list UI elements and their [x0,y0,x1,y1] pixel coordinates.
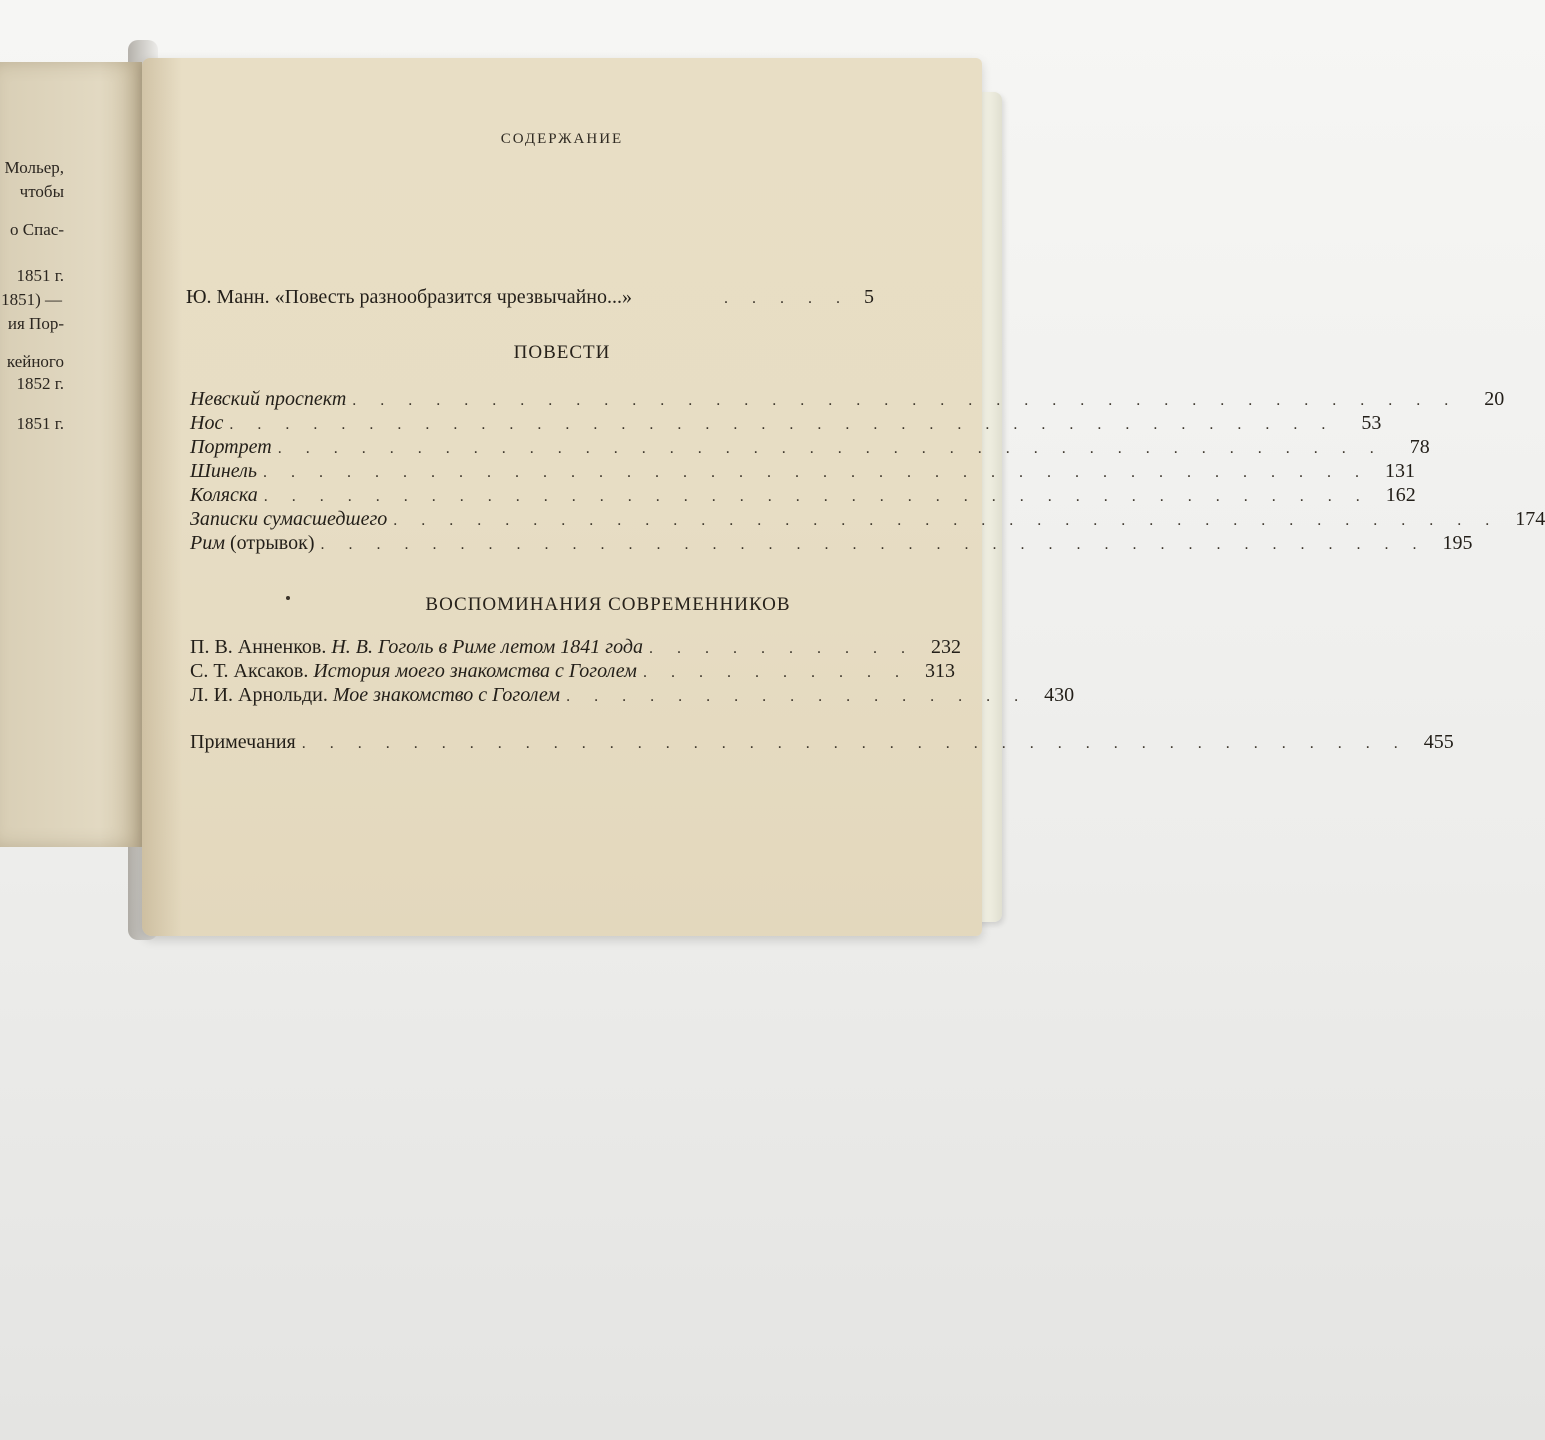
toc-entry [190,436,1430,460]
toc-entry-page: 5 [864,286,874,308]
contents-page [142,58,1545,936]
toc-entry-title: Портрет [190,436,272,458]
toc-entry-page: 78 [1409,436,1430,458]
toc-entry-title: Невский проспект [190,388,347,410]
toc-entry [190,684,1075,708]
leader-dots: . . . . . [724,290,850,307]
toc-entry-page: 162 [1385,484,1416,506]
toc-entry [190,508,1545,532]
toc-entry-title: Ю. Манн. «Повесть разнообразится чрезвычайно...» [186,286,633,308]
leader-dots: . . . . . . . . . . [648,640,915,657]
left-page-line: кейного [6,352,64,371]
left-page-line: 1852 г. [16,374,64,393]
leader-dots: . . . . . . . . . . . . . . . . . . . . . . . . . . . . . . . . . . . . . . . . [277,440,1384,457]
toc-entry [190,412,1382,436]
toc-entry [190,484,1416,508]
toc-entry [190,660,955,684]
left-page-line: Мольер, [4,158,64,177]
toc-entry-title: С. Т. Аксаков. История моего знакомства с Гоголем [190,660,637,682]
leader-dots: . . . . . . . . . . . . . . . . . . . . . . . . . . . . . . . . . . . . . . . . [263,488,1370,505]
leader-dots: . . . . . . . . . . . . . . . . . [566,688,1029,705]
leader-dots: . . . . . . . . . . [642,664,909,681]
toc-entry-title: Рим (отрывок) [190,532,315,554]
leader-dots: . . . . . . . . . . . . . . . . . . . . . . . . . . . . . . . . . . . . . . . . [229,416,1336,433]
toc-entry [190,636,961,660]
leader-dots: . . . . . . . . . . . . . . . . . . . . . . . . . . . . . . . . . . . . . . . . [320,536,1427,553]
toc-entry-notes [190,731,1454,755]
toc-entry-page: 20 [1484,388,1505,410]
toc-entry-title: Записки сумасшедшего [190,508,388,530]
leader-dots: . . . . . . . . . . . . . . . . . . . . . . . . . . . . . . . . . . . . . . . . [301,735,1408,752]
toc-entry [190,388,1505,412]
toc-entry-page: 313 [924,660,955,682]
stray-mark [286,596,290,600]
left-page [0,62,142,847]
toc-entry-title: Нос [190,412,224,434]
toc-entry-page: 174 [1515,508,1545,530]
toc-entry-page: 430 [1044,684,1075,706]
left-page-line: 1851 г. [16,414,64,433]
toc-entry-page: 131 [1384,460,1415,482]
left-page-line: 1851 г. [16,266,64,285]
toc-entry-title: П. В. Анненков. Н. В. Гоголь в Риме летом 1841 года [190,636,643,658]
left-page-line: чтобы [19,182,64,201]
toc-entry-page: 232 [930,636,961,658]
toc-entry-page: 53 [1361,412,1382,434]
left-page-line: ия Пор- [7,314,64,333]
toc-entry-page: 195 [1442,532,1473,554]
toc-entry-intro [186,286,874,310]
toc-entry [190,460,1415,484]
toc-entry [190,532,1473,556]
left-page-line: 1851) — [1,290,62,309]
toc-entry-title: Шинель [190,460,257,482]
page-title: СОДЕРЖАНИЕ [500,131,624,147]
section-heading: ПОВЕСТИ [513,342,611,363]
toc-entry-title: Л. И. Арнольди. Мое знакомство с Гоголем [190,684,561,706]
toc-entry-page: 455 [1423,731,1454,753]
leader-dots: . . . . . . . . . . . . . . . . . . . . . . . . . . . . . . . . . . . . . . . . [352,392,1459,409]
section-heading: ВОСПОМИНАНИЯ СОВРЕМЕННИКОВ [425,594,791,615]
leader-dots: . . . . . . . . . . . . . . . . . . . . . . . . . . . . . . . . . . . . . . . . [393,512,1500,529]
toc-entry-title: Коляска [190,484,258,506]
left-page-line: о Спас- [10,220,64,239]
leader-dots: . . . . . . . . . . . . . . . . . . . . . . . . . . . . . . . . . . . . . . . . [262,464,1369,481]
toc-entry-title: Примечания [190,731,296,753]
